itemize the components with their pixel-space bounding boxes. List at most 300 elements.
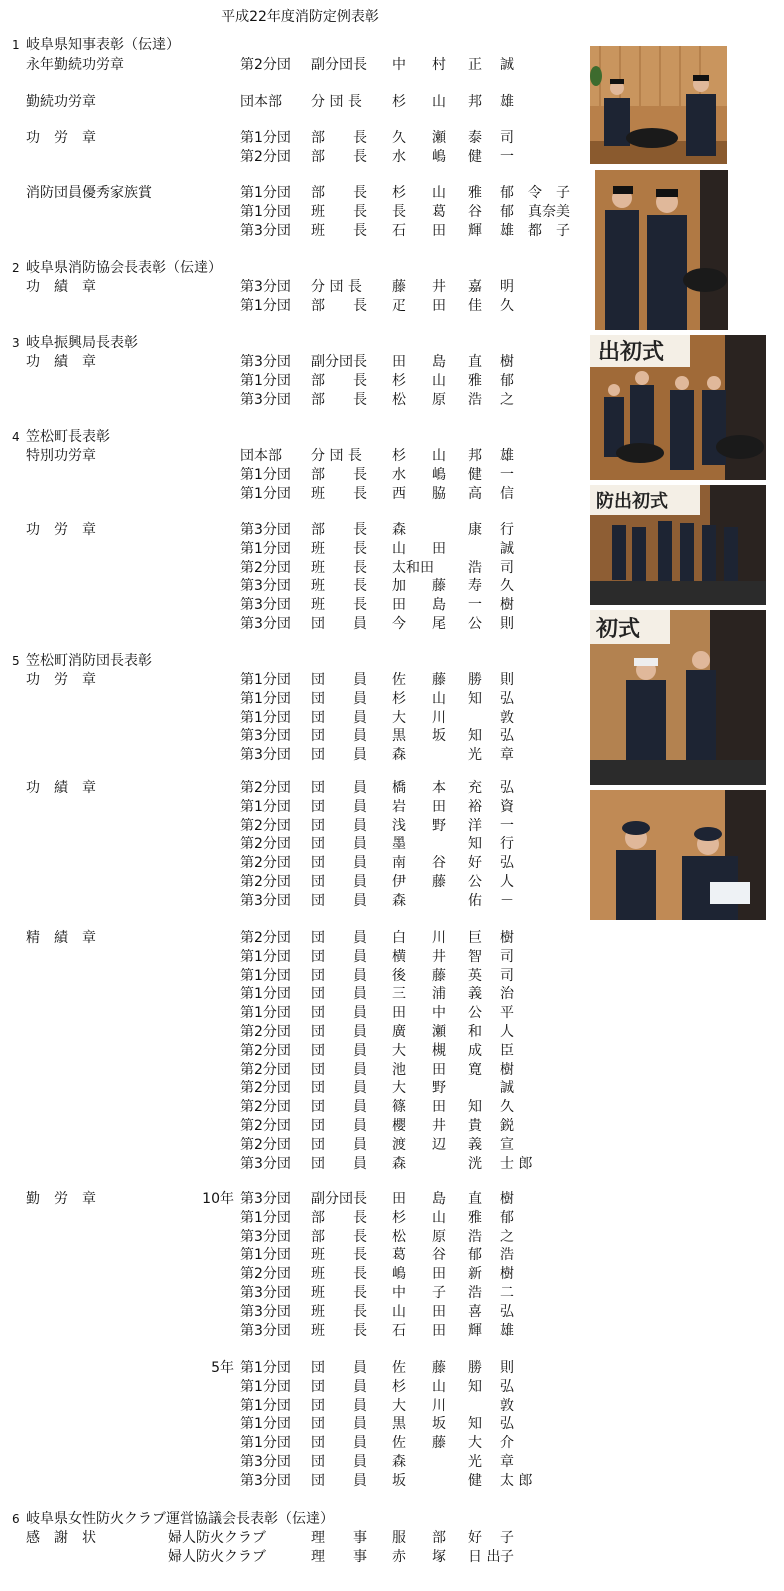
- member-name-part: 山: [432, 1209, 446, 1226]
- member-role: 部 長: [311, 391, 367, 408]
- section-title: 岐阜県女性防火クラブ運営協議会長表彰（伝達）: [26, 1511, 334, 1527]
- member-name-part: 正: [468, 57, 482, 73]
- unit-name: 第1分団: [240, 690, 291, 707]
- member-name-part: 郁: [500, 203, 514, 220]
- unit-name: 第1分団: [240, 1416, 291, 1433]
- member-name-part: 邦: [468, 94, 482, 110]
- unit-name: 第3分団: [240, 1285, 291, 1301]
- member-name-part: 田: [432, 1322, 446, 1339]
- member-name-part: 洋: [468, 817, 482, 834]
- member-name-part: 浦: [432, 986, 446, 1003]
- member-name-part: 藤: [432, 672, 446, 688]
- award-name: 精 績 章: [26, 930, 96, 946]
- banner-text-1: 出初式: [598, 340, 665, 365]
- member-name-part: 一: [500, 817, 514, 834]
- member-role: 団 員: [311, 1024, 367, 1040]
- unit-name: 第2分団: [240, 148, 291, 165]
- member-name-part: 部: [432, 1530, 446, 1546]
- member-name-part: 一: [468, 597, 482, 614]
- member-name-part: 充: [468, 780, 482, 796]
- member-name-part: 久: [392, 130, 406, 146]
- member-role: 団 員: [311, 1061, 367, 1078]
- member-role: 団 員: [311, 986, 367, 1003]
- member-role: 班 長: [311, 1322, 367, 1339]
- member-name-part: 健: [468, 466, 482, 483]
- member-name-part: 中: [392, 57, 406, 73]
- award-name: 感 謝 状: [26, 1530, 96, 1546]
- member-role: 班 長: [311, 1303, 367, 1320]
- member-name-part: 島: [432, 597, 446, 614]
- member-name-part: 田: [432, 1099, 446, 1116]
- member-name-part: 藤: [432, 874, 446, 890]
- member-name-part: 誠: [500, 57, 514, 73]
- member-role: 団 員: [311, 780, 367, 796]
- member-name-part: 明: [500, 279, 514, 295]
- section-title: 笠松町長表彰: [26, 429, 110, 445]
- member-role: 団 員: [311, 817, 367, 834]
- unit-name: 第1分団: [240, 986, 291, 1003]
- unit-name: 第2分団: [240, 1136, 291, 1153]
- member-name-part: 知: [468, 836, 482, 853]
- unit-name: 第1分団: [240, 372, 291, 389]
- member-role: 団 員: [311, 836, 367, 853]
- member-name-part: 浩: [500, 1247, 514, 1264]
- member-name-part: 司: [500, 948, 514, 965]
- member-role: 分 団 長: [311, 94, 362, 110]
- unit-name: 第3分団: [240, 222, 291, 239]
- unit-name: 第1分団: [240, 1209, 291, 1226]
- member-role: 団 員: [311, 1416, 367, 1433]
- member-name-part: 長: [392, 203, 406, 220]
- member-name-part: 川: [432, 1397, 446, 1414]
- member-name-part: 田: [392, 597, 406, 614]
- member-name-part: 渡: [392, 1136, 406, 1153]
- member-name-part: 知: [468, 690, 482, 707]
- member-name-part: 弘: [500, 690, 514, 707]
- member-name-part: 章: [500, 747, 514, 764]
- member-role: 班 長: [311, 597, 367, 614]
- section-heading: [12, 428, 110, 447]
- member-name-part: 司: [500, 559, 514, 576]
- member-name-part: 行: [500, 522, 514, 538]
- member-name-part: 久: [500, 578, 514, 595]
- member-role: 副分団長: [311, 1191, 367, 1207]
- member-role: 団 員: [311, 1080, 367, 1097]
- member-name-part: 輝: [468, 1322, 482, 1339]
- member-name-part: 弘: [500, 1303, 514, 1320]
- member-name-part: 寿: [468, 578, 482, 595]
- member-name-part: 洸: [468, 1155, 482, 1172]
- member-name-part: 義: [468, 986, 482, 1003]
- member-role: 班 長: [311, 222, 367, 239]
- member-role: 理 事: [311, 1530, 367, 1546]
- unit-name: 第3分団: [240, 522, 291, 538]
- member-name-part: 嘉: [468, 279, 482, 295]
- member-name-part: 知: [468, 728, 482, 745]
- unit-name: 第1分団: [240, 1397, 291, 1414]
- award-name: 功 績 章: [26, 354, 96, 370]
- section-heading: [12, 334, 138, 353]
- member-name-part: 輝: [468, 222, 482, 239]
- unit-name: 第2分団: [240, 780, 291, 796]
- member-name-part: 藤: [432, 1435, 446, 1452]
- member-name-part: 大: [392, 1042, 406, 1059]
- member-name-part: 裕: [468, 798, 482, 815]
- member-role: 団 員: [311, 1454, 367, 1470]
- member-name-part: 田: [432, 222, 446, 239]
- section-title: 笠松町消防団長表彰: [26, 653, 152, 669]
- unit-name: 第3分団: [240, 1303, 291, 1320]
- member-name-part: 辺: [432, 1136, 446, 1153]
- member-name-part: 太 郎: [500, 1472, 533, 1489]
- member-name-part: 敦: [500, 709, 514, 726]
- unit-name: 第1分団: [240, 967, 291, 984]
- member-name-part: 村: [432, 57, 446, 73]
- member-name-part: 成: [468, 1042, 482, 1059]
- member-role: 団 員: [311, 1378, 367, 1395]
- member-name-part: 井: [432, 948, 446, 965]
- unit-name: 第1分団: [240, 130, 291, 146]
- unit-name: 第1分団: [240, 948, 291, 965]
- member-name-part: 佳: [468, 297, 482, 314]
- document-title: 平成22年度消防定例表彰: [221, 9, 379, 25]
- service-years: 5年: [211, 1360, 234, 1376]
- banner-text-3: 初式: [596, 617, 641, 642]
- member-name-part: 郁: [500, 1209, 514, 1226]
- member-name-part: 赤: [392, 1548, 406, 1565]
- member-name-part: 杉: [392, 372, 406, 389]
- unit-name: 第3分団: [240, 1191, 291, 1207]
- member-name-part: 嶋: [432, 466, 446, 483]
- section-number: 5: [12, 654, 20, 668]
- member-name-part: 浅: [392, 817, 406, 834]
- member-name-part: 黒: [392, 1416, 406, 1433]
- member-name-part: 瀬: [432, 130, 446, 146]
- member-role: 班 長: [311, 1247, 367, 1264]
- unit-name: 第2分団: [240, 1099, 291, 1116]
- unit-name: 第3分団: [240, 578, 291, 595]
- award-name: 功 労 章: [26, 672, 96, 688]
- section-title: 岐阜県知事表彰（伝達）: [26, 37, 180, 53]
- member-name-part: 喜: [468, 1303, 482, 1320]
- member-name-part: 横: [392, 948, 406, 965]
- member-name-part: 森: [392, 1454, 406, 1470]
- unit-name: 第3分団: [240, 747, 291, 764]
- member-role: 団 員: [311, 690, 367, 707]
- member-name-part: 平: [500, 1005, 514, 1022]
- member-role: 団 員: [311, 1435, 367, 1452]
- member-name-part: 山: [392, 1303, 406, 1320]
- member-name-part: 疋: [392, 297, 406, 314]
- member-name-part: 誠: [500, 1080, 514, 1097]
- member-role: 団 員: [311, 616, 367, 632]
- member-name-part: 坂: [432, 728, 446, 745]
- section-number: 2: [12, 261, 20, 275]
- member-name-part: 雅: [468, 1209, 482, 1226]
- member-name-part: 好: [468, 855, 482, 872]
- unit-name: 第1分団: [240, 1360, 291, 1376]
- member-name-part: 谷: [432, 1247, 446, 1264]
- member-name-part: 久: [500, 297, 514, 314]
- member-name-part: 川: [432, 709, 446, 726]
- member-name-part: 則: [500, 616, 514, 632]
- member-name-part: 三: [392, 986, 406, 1003]
- member-name-part: 杉: [392, 94, 406, 110]
- unit-name: 第3分団: [240, 1155, 291, 1172]
- member-name-part: 樹: [500, 1266, 514, 1283]
- member-name-part: 田: [392, 354, 406, 370]
- member-name-part: 藤: [432, 967, 446, 984]
- member-role: 部 長: [311, 1228, 367, 1245]
- member-name-part: 藤: [392, 279, 406, 295]
- member-name-part: 山: [432, 94, 446, 110]
- member-name-part: 弘: [500, 780, 514, 796]
- member-name-part: 子: [500, 1530, 514, 1546]
- member-name-part: 光: [468, 747, 482, 764]
- member-name-part: 篠: [392, 1099, 406, 1116]
- unit-name: 第2分団: [240, 1061, 291, 1078]
- member-name-part: 井: [432, 1118, 446, 1134]
- member-name-part: 島: [432, 1191, 446, 1207]
- member-name-part: 直: [468, 1191, 482, 1207]
- member-role: 団 員: [311, 747, 367, 764]
- member-role: 団 員: [311, 1118, 367, 1134]
- member-name-part: 野: [432, 817, 446, 834]
- member-name-part: 公: [468, 1005, 482, 1022]
- member-name-part: 山: [392, 540, 406, 557]
- member-name-part: 白: [392, 930, 406, 946]
- member-name-part: 士 郎: [500, 1155, 533, 1172]
- member-name-part: 橋: [392, 780, 406, 796]
- member-name-part: 直: [468, 354, 482, 370]
- member-name-part: 知: [468, 1099, 482, 1116]
- member-name-part: 西: [392, 485, 406, 502]
- member-name-part: 弘: [500, 1416, 514, 1433]
- member-name-part: 貴: [468, 1118, 482, 1134]
- member-name-part: 日 出: [468, 1548, 501, 1565]
- member-role: 班 長: [311, 540, 367, 557]
- unit-name: 第1分団: [240, 1378, 291, 1395]
- unit-name: 第2分団: [240, 1024, 291, 1040]
- family-name: 都 子: [528, 222, 570, 239]
- member-name-part: 黒: [392, 728, 406, 745]
- member-name-part: 嶋: [432, 148, 446, 165]
- ceremony-photo-5: [590, 610, 766, 785]
- member-name-part: 田: [432, 798, 446, 815]
- member-name-part: 之: [500, 1228, 514, 1245]
- member-name-part: 大: [392, 1397, 406, 1414]
- member-name-part: 杉: [392, 1209, 406, 1226]
- club-name: 婦人防火クラブ: [168, 1548, 266, 1565]
- member-name-part: 樹: [500, 597, 514, 614]
- member-name-part: 杉: [392, 448, 406, 464]
- member-role: 団 員: [311, 672, 367, 688]
- unit-name: 第2分団: [240, 57, 291, 73]
- unit-name: 第2分団: [240, 855, 291, 872]
- member-name-part: 水: [392, 466, 406, 483]
- member-name-part: 原: [432, 1228, 446, 1245]
- unit-name: 第1分団: [240, 798, 291, 815]
- member-name-part: 鋭: [500, 1118, 514, 1134]
- member-name-part: 智: [468, 948, 482, 965]
- member-role: 団 員: [311, 874, 367, 890]
- ceremony-photo-3: [590, 335, 766, 480]
- member-name-part: 浩: [468, 1228, 482, 1245]
- member-name-part: 伊: [392, 874, 406, 890]
- member-role: 班 長: [311, 578, 367, 595]
- member-name-part: 藤: [432, 1360, 446, 1376]
- member-name-part: 槻: [432, 1042, 446, 1059]
- member-name-part: 嶋: [392, 1266, 406, 1283]
- member-name-part: 田: [432, 1061, 446, 1078]
- member-role: 班 長: [311, 559, 367, 576]
- member-name-part: 松: [392, 391, 406, 408]
- member-name-part: 服: [392, 1530, 406, 1546]
- member-role: 団 員: [311, 798, 367, 815]
- unit-name: 第1分団: [240, 672, 291, 688]
- member-role: 班 長: [311, 485, 367, 502]
- member-name-part: 杉: [392, 690, 406, 707]
- member-role: 団 員: [311, 1099, 367, 1116]
- member-role: 団 員: [311, 1136, 367, 1153]
- unit-name: 第1分団: [240, 466, 291, 483]
- member-name-part: 田: [432, 297, 446, 314]
- member-role: 班 長: [311, 203, 367, 220]
- unit-name: 第3分団: [240, 1454, 291, 1470]
- member-name-part: 水: [392, 148, 406, 165]
- award-name: 消防団員優秀家族賞: [26, 185, 152, 201]
- unit-name: 第1分団: [240, 1005, 291, 1022]
- section-heading: [12, 1510, 334, 1529]
- section-heading: [12, 36, 180, 55]
- member-name-part: 櫻: [392, 1118, 406, 1134]
- member-name-part: 墨: [392, 836, 406, 853]
- unit-name: 第1分団: [240, 540, 291, 557]
- member-name-part: 行: [500, 836, 514, 853]
- member-name-part: 山: [432, 690, 446, 707]
- member-name-part: 高: [468, 485, 482, 502]
- member-name-part: 弘: [500, 855, 514, 872]
- member-name-part: 谷: [468, 203, 482, 220]
- member-role: 団 員: [311, 855, 367, 872]
- member-name-part: 公: [468, 616, 482, 632]
- unit-name: 第2分団: [240, 836, 291, 853]
- member-name-part: 松: [392, 1228, 406, 1245]
- award-name: 功 労 章: [26, 130, 96, 146]
- member-role: 団 員: [311, 967, 367, 984]
- member-name-part: 葛: [392, 1247, 406, 1264]
- member-name-part: 田: [392, 1191, 406, 1207]
- member-name-part: 知: [468, 1378, 482, 1395]
- member-name-part: 瀬: [432, 1024, 446, 1040]
- member-name-part: 谷: [432, 855, 446, 872]
- member-name-part: 樹: [500, 930, 514, 946]
- award-name: 勤続功労章: [26, 94, 96, 110]
- member-name-part: 誠: [500, 540, 514, 557]
- member-name-part: 臣: [500, 1042, 514, 1059]
- unit-name: 第2分団: [240, 874, 291, 890]
- section-number: 1: [12, 38, 20, 52]
- member-name-part: 公: [468, 874, 482, 890]
- unit-name: 第1分団: [240, 1247, 291, 1264]
- member-name-part: 光: [468, 1454, 482, 1470]
- member-name-part: 一: [500, 148, 514, 165]
- member-name-part: 司: [500, 130, 514, 146]
- member-name-part: 杉: [392, 1378, 406, 1395]
- member-name-part: 田: [432, 1266, 446, 1283]
- member-name-part: 弘: [500, 728, 514, 745]
- unit-name: 第2分団: [240, 559, 291, 576]
- member-role: 副分団長: [311, 57, 367, 73]
- club-name: 婦人防火クラブ: [168, 1530, 266, 1546]
- member-name-part: 森: [392, 892, 406, 909]
- member-name-part: 葛: [432, 203, 446, 220]
- service-years: 10年: [202, 1191, 234, 1207]
- member-name-part: 知: [468, 1416, 482, 1433]
- unit-name: 第2分団: [240, 930, 291, 946]
- member-name-part: 勝: [468, 672, 482, 688]
- member-name-part: 子: [500, 1548, 514, 1565]
- member-name-part: 岩: [392, 798, 406, 815]
- member-name-part: 脇: [432, 485, 446, 502]
- member-name-part: 健: [468, 148, 482, 165]
- unit-name: 第1分団: [240, 297, 291, 314]
- member-name-part: 大: [392, 709, 406, 726]
- member-name-part: 山: [432, 1378, 446, 1395]
- member-role: 部 長: [311, 130, 367, 146]
- member-role: 部 長: [311, 466, 367, 483]
- member-name-part: 勝: [468, 1360, 482, 1376]
- member-role: 部 長: [311, 297, 367, 314]
- member-name-part: 佑: [468, 892, 482, 909]
- member-name-part: 南: [392, 855, 406, 872]
- member-name-part: 敦: [500, 1397, 514, 1414]
- member-name-part: 中: [432, 1005, 446, 1022]
- member-name-part: 司: [500, 967, 514, 984]
- unit-name: 第3分団: [240, 354, 291, 370]
- member-name-part: 義: [468, 1136, 482, 1153]
- member-name-part: 資: [500, 798, 514, 815]
- member-role: 班 長: [311, 1266, 367, 1283]
- ceremony-photo-1: [590, 46, 727, 164]
- member-role: 団 員: [311, 1005, 367, 1022]
- unit-name: 第3分団: [240, 616, 291, 632]
- award-name: 功 績 章: [26, 279, 96, 295]
- member-role: 団 員: [311, 892, 367, 909]
- unit-name: 団本部: [240, 448, 282, 464]
- award-name: 勤 労 章: [26, 1191, 96, 1207]
- member-name-part: 雅: [468, 372, 482, 389]
- member-name-part: 雄: [500, 94, 514, 110]
- member-name-part: 佐: [392, 1435, 406, 1452]
- member-name-part: 泰: [468, 130, 482, 146]
- member-name-part: 田: [432, 540, 446, 557]
- member-name-part: 加: [392, 578, 406, 595]
- member-name-part: 人: [500, 1024, 514, 1040]
- member-role: 団 員: [311, 1472, 367, 1489]
- member-name-part: 浩: [468, 391, 482, 408]
- member-name-part: 人: [500, 874, 514, 890]
- ceremony-photo-6: [590, 790, 766, 920]
- unit-name: 第2分団: [240, 1118, 291, 1134]
- ceremony-photo-2: [595, 170, 728, 330]
- member-name-part: 森: [392, 1155, 406, 1172]
- member-name-part: 島: [432, 354, 446, 370]
- member-name-part: 大: [468, 1435, 482, 1452]
- member-role: 団 員: [311, 728, 367, 745]
- unit-name: 第1分団: [240, 485, 291, 502]
- member-name-part: 郁: [500, 372, 514, 389]
